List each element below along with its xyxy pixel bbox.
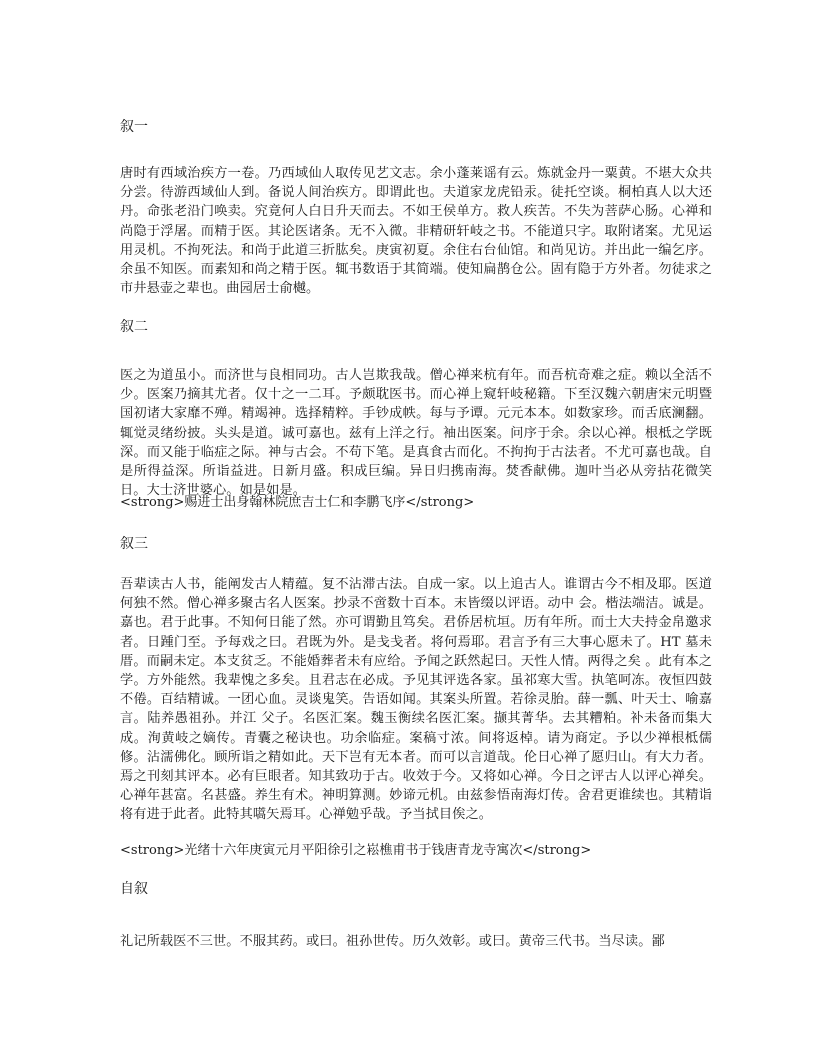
- section-signature-3: <strong>光绪十六年庚寅元月平阳徐引之崧樵甫书于钱唐青龙寺寓次</strong>: [120, 843, 592, 858]
- section-body-3: 吾辈读古人书，能阐发古人精蕴。复不沾滞古法。自成一家。以上追古人。谁谓古今不相及耶。医道何独不然。僧心禅多聚古名人医案。抄录不啻数十百本。末皆缀以评语。动中 会。楷法端洁。诚是。嘉也。君于此事。不知何日能了然。亦可谓勤且笃矣。君侨居杭垣。历有年所。而士大夫持金帛邀求者。日踵门至。予每戏之曰。君既为外。是戋戋者。将何焉耶。君言予有三大事心愿未了。HT 墓未厝。而嗣未定。本支贫乏。不能婚葬者未有应给。予闻之跃然起曰。天性人情。两得之矣 。此有本之学。方外能然。我辈愧之多矣。且君志在必成。予见其评选各家。虽祁寒大雪。执笔呵冻。夜恒四鼓不倦。百结精诚。一团心血。灵谈鬼笑。告语如闻。其案头所置。若徐灵胎。薛一瓢、叶天士、喻嘉言。陆养愚祖孙。并江 父子。名医汇案。魏玉衡续名医汇案。撷其菁华。去其糟粕。补未备而集大成。洵黄岐之嫡传。青囊之秘诀也。功余临症。案稿寸浓。间将返棹。请为商定。予以少禅根柢儒修。沾濡佛化。顾所诣之精如此。天下岂有无本者。而可以言道哉。伦日心禅了愿归山。有大力者。焉之刊刻其评本。必有巨眼者。知其致功于古。收效于今。又将如心禅。今日之评古人以评心禅矣。心禅年甚富。名甚盛。养生有术。神明算测。妙谛元机。由兹参悟南海灯传。舍君更谁续也。其精诣将有进于此者。此特其嚆矢焉耳。心禅勉乎哉。予当拭目俟之。: [120, 577, 712, 823]
- section-heading-4: 自叙: [120, 881, 148, 897]
- section-body-4: 礼记所载医不三世。不服其药。或曰。祖孙世传。历久效彰。或曰。黄帝三代书。当尽读。鄙: [120, 934, 665, 949]
- section-body-1: 唐时有西域治疾方一卷。乃西域仙人取传见艺文志。余小蓬莱谣有云。炼就金丹一粟黄。不堪大众共分尝。待游西域仙人到。备说人间治疾方。即谓此也。夫道家龙虎铅汞。徒托空谈。桐柏真人以大还丹。命张老沿门唤卖。究竟何人白日升天而去。不如王侯单方。救人疾苦。不失为菩萨心肠。心禅和尚隐于浮屠。而精于医。其论医诸条。无不入微。非精研轩岐之书。不能道只字。取附诸案。尤见运用灵机。不拘死法。和尚于此道三折肱矣。庚寅初夏。余住右台仙馆。和尚见访。并出此一编乞序。余虽不知医。而素知和尚之精于医。辄书数语于其简端。使知扁鹊仓公。固有隐于方外者。勿徒求之市井悬壶之辈也。曲园居士俞樾。: [120, 166, 712, 297]
- section-signature-2: <strong>赐进士出身翰林院庶吉士仁和李鹏飞序</strong>: [120, 495, 475, 510]
- section-heading-1: 叙一: [120, 119, 148, 135]
- section-body-2: 医之为道虽小。而济世与良相同功。古人岂欺我哉。僧心禅来杭有年。而吾杭奇难之症。赖以全活不少。医案乃摘其尤者。仅十之一二耳。予颇耽医书。而心禅上窥轩岐秘籍。下至汉魏六朝唐宋元明暨国初诸大家靡不殚。精竭神。选择精粹。手钞成帙。每与予谭。元元本本。如数家珍。而舌底澜翻。辄觉灵绪纷披。头头是道。诚可嘉也。兹有上洋之行。袖出医案。问序于余。余以心禅。根柢之学既深。而又能于临症之际。神与古会。不苟下笔。是真食古而化。不拘拘于古法者。不尤可嘉也哉。自是所得益深。所诣益进。日新月盛。积成巨编。异日归携南海。焚香献佛。迦叶当必从旁拈花微笑日。大士济世婆心。如是如是。: [120, 368, 712, 499]
- section-heading-3: 叙三: [120, 536, 148, 552]
- section-heading-2: 叙二: [120, 319, 148, 335]
